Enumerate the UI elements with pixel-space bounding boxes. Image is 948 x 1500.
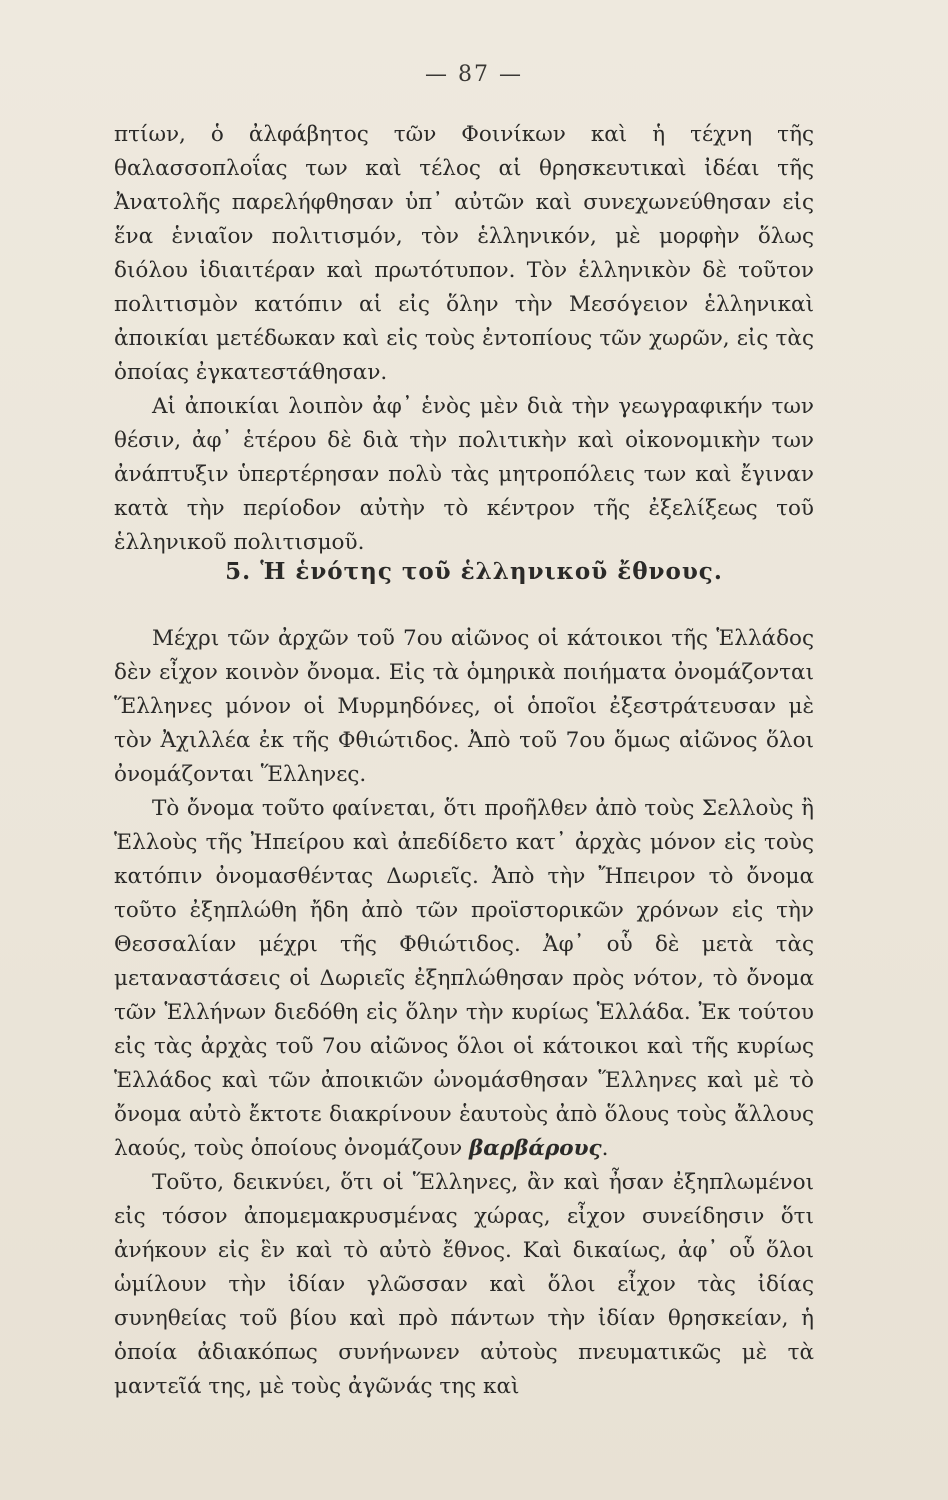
paragraph-end: . <box>601 1136 609 1161</box>
paragraph <box>114 792 814 1166</box>
text-block-section-5 <box>114 622 814 1404</box>
section-heading: 5. Ἡ ἑνότης τοῦ ἑλληνικοῦ ἔθνους. <box>225 558 723 585</box>
paragraph: Μέχρι τῶν ἀρχῶν τοῦ 7ου αἰῶνος οἱ κάτοικοι τῆς Ἑλλάδος δὲν εἶχον κοινὸν ὄνομα. Εἰς τὰ ὁμηρικὰ ποιήματα ὀνομάζονται Ἕλληνες μόνον οἱ Μυρμηδόνες, οἱ ὁποῖοι ἐξεστράτευσαν μὲ τὸν Ἀχιλλέα ἐκ τῆς Φθιώτιδος. Ἀπὸ τοῦ 7ου ὅμως αἰῶνος ὅλοι ὀνομάζονται Ἕλληνες. <box>114 626 814 787</box>
paragraph: Τοῦτο, δεικνύει, ὅτι οἱ Ἕλληνες, ἂν καὶ ἦσαν ἐξηπλωμένοι εἰς τόσον ἀπομεμακρυσμένας χώρας, εἶχον συνείδησιν ὅτι ἀνήκουν εἰς ἓν καὶ τὸ αὐτὸ ἔθνος. Καὶ δικαίως, ἀφ᾿ οὗ ὅλοι ὡμίλουν τὴν ἰδίαν γλῶσσαν καὶ ὅλοι εἶχον τὰς ἰδίας συνηθείας τοῦ βίου καὶ πρὸ πάντων τὴν ἰδίαν θρησκείαν, ἡ ὁποία ἀδιακόπως συνήνωνεν αὐτοὺς πνευματικῶς μὲ τὰ μαντεῖά της, μὲ τοὺς ἀγῶνάς της καὶ <box>114 1170 814 1399</box>
text-block-intro <box>114 118 814 560</box>
paragraph-text: Τὸ ὄνομα τοῦτο φαίνεται, ὅτι προῆλθεν ἀπὸ τοὺς Σελλοὺς ἢ Ἑλλοὺς τῆς Ἠπείρου καὶ ἀπεδίδετο κατ᾿ ἀρχὰς μόνον εἰς τοὺς κατόπιν ὀνομασθέντας Δωριεῖς. Ἀπὸ τὴν Ἤπειρον τὸ ὄνομα τοῦτο ἐξηπλώθη ἤδη ἀπὸ τῶν προϊστορικῶν χρόνων εἰς τὴν Θεσσαλίαν μέχρι τῆς Φθιώτιδος. Ἀφ᾿ οὗ δὲ μετὰ τὰς μεταναστάσεις οἱ Δωριεῖς ἐξηπλώθησαν πρὸς νότον, τὸ ὄνομα τῶν Ἑλλήνων διεδόθη εἰς ὅλην τὴν κυρίως Ἑλλάδα. Ἐκ τούτου εἰς τὰς ἀρχὰς τοῦ 7ου αἰῶνος ὅλοι οἱ κάτοικοι καὶ τῆς κυρίως Ἑλλάδος καὶ τῶν ἀποικιῶν ὠνομάσθησαν Ἕλληνες καὶ μὲ τὸ ὄνομα αὐτὸ ἔκτοτε διακρίνουν ἑαυτοὺς ἀπὸ ὅλους τοὺς ἄλλους λαούς, τοὺς ὁποίους ὀνομάζουν <box>114 796 814 1161</box>
paragraph: πτίων, ὁ ἀλφάβητος τῶν Φοινίκων καὶ ἡ τέχνη τῆς θαλασσοπλοΐας των καὶ τέλος αἱ θρησκευτικαὶ ἰδέαι τῆς Ἀνατολῆς παρελήφθησαν ὑπ᾿ αὐτῶν καὶ συνεχωνεύθησαν εἰς ἕνα ἑνιαῖον πολιτισμόν, τὸν ἑλληνικόν, μὲ μορφὴν ὅλως διόλου ἰδιαιτέραν καὶ πρωτότυπον. Τὸν ἑλληνικὸν δὲ τοῦτον πολιτισμὸν κατόπιν αἱ εἰς ὅλην τὴν Μεσόγειον ἑλληνικαὶ ἀποικίαι μετέδωκαν καὶ εἰς τοὺς ἐντοπίους τῶν χωρῶν, εἰς τὰς ὁποίας ἐγκατεστάθησαν. <box>114 122 814 385</box>
emphasized-word: βαρβάρους <box>469 1136 602 1161</box>
page-number: — 87 — <box>425 62 523 87</box>
paragraph: Αἱ ἀποικίαι λοιπὸν ἀφ᾿ ἑνὸς μὲν διὰ τὴν γεωγραφικήν των θέσιν, ἀφ᾿ ἑτέρου δὲ διὰ τὴν πολιτικὴν καὶ οἰκονομικὴν των ἀνάπτυξιν ὑπερτέρησαν πολὺ τὰς μητροπόλεις των καὶ ἔγιναν κατὰ τὴν περίοδον αὐτὴν τὸ κέντρον τῆς ἐξελίξεως τοῦ ἑλληνικοῦ πολιτισμοῦ. <box>114 394 814 555</box>
